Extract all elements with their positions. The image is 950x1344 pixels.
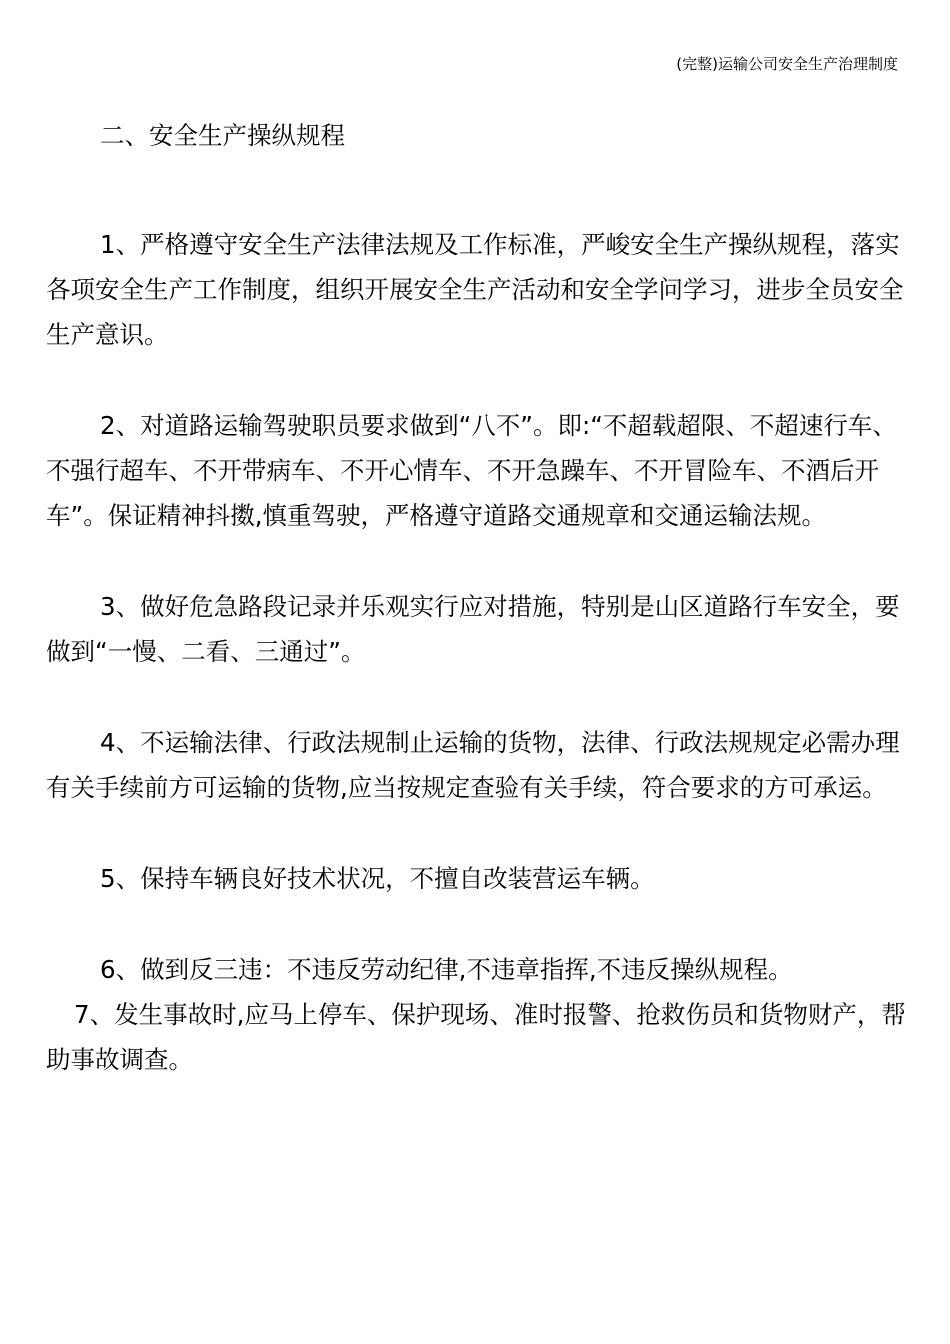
section-title: 二、安全生产操纵规程 bbox=[100, 121, 345, 150]
document-body bbox=[46, 114, 914, 1082]
paragraph-3: 3、做好危急路段记录并乐观实行应对措施，特别是山区道路行车安全，要做到“一慢、二看、三通过”。 bbox=[46, 592, 900, 666]
paragraph-5: 5、保持车辆良好技术状况，不擅自改装营运车辆。 bbox=[100, 864, 655, 893]
paragraph-4: 4、不运输法律、行政法规制止运输的货物，法律、行政法规规定必需办理有关手续前方可运输的货物,应当按规定查验有关手续，符合要求的方可承运。 bbox=[46, 728, 900, 802]
document-header-title: (完整)运输公司安全生产治理制度 bbox=[676, 55, 898, 73]
paragraph-1: 1、严格遵守安全生产法律法规及工作标准，严峻安全生产操纵规程，落实各项安全生产工作制度，组织开展安全生产活动和安全学问学习，进步全员安全生产意识。 bbox=[46, 230, 904, 349]
paragraph-6: 6、做到反三违：不违反劳动纪律,不违章指挥,不违反操纵规程。 bbox=[100, 955, 793, 984]
paragraph-2: 2、对道路运输驾驶职员要求做到“八不”。即:“不超载超限、不超速行车、不强行超车、不开带病车、不开心情车、不开急躁车、不开冒险车、不酒后开车”。保证精神抖擞,慎重驾驶，严格遵守道路交通规章和交通运输法规。 bbox=[46, 411, 897, 530]
paragraph-7: 7、发生事故时,应马上停车、保护现场、准时报警、抢救伤员和货物财产，帮助事故调查。 bbox=[46, 1000, 906, 1074]
